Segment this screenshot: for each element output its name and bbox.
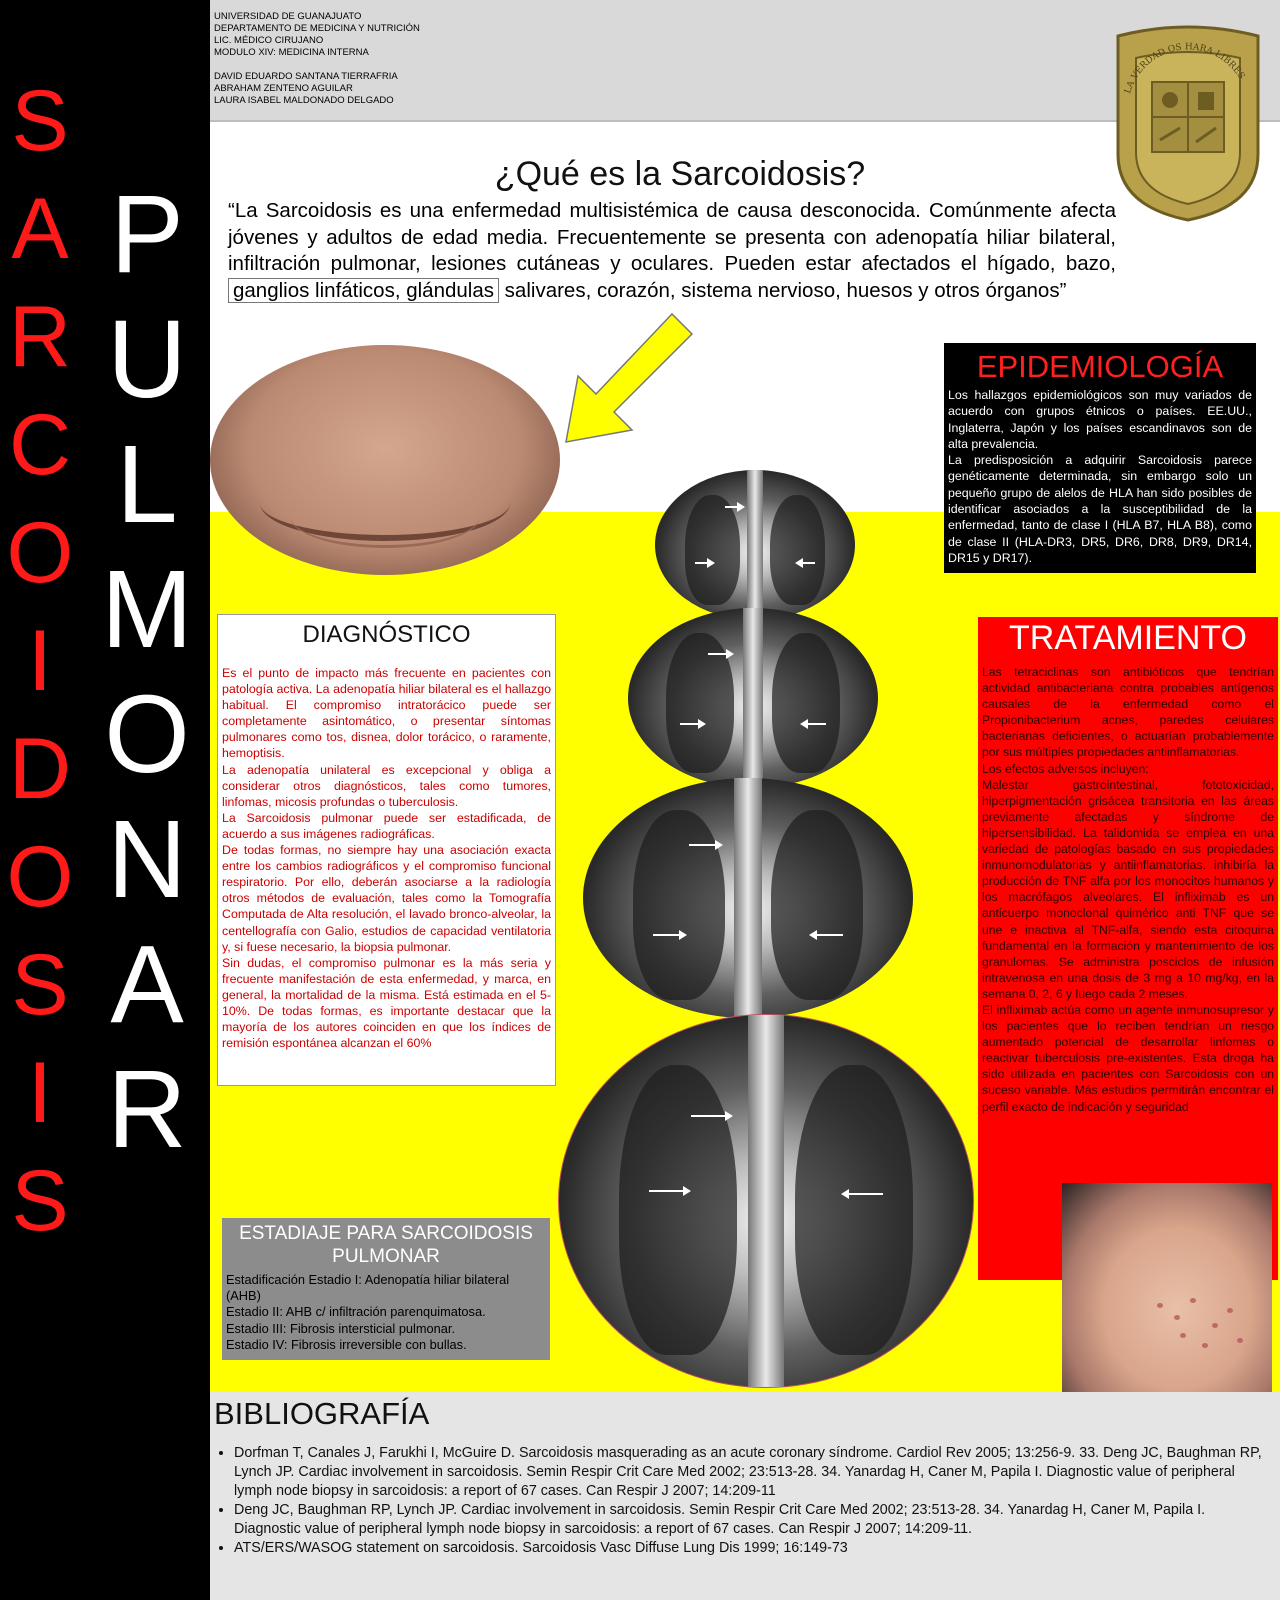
staging-line: Estadificación Estadio I: Adenopatía hiliar bilateral (AHB) xyxy=(226,1272,510,1304)
title-letter: O xyxy=(6,829,74,925)
title-letter: U xyxy=(107,298,187,421)
title-letter: R xyxy=(8,289,72,385)
title-letter: I xyxy=(28,613,52,709)
bibliography-item: • Deng JC, Baughman RP, Lynch JP. Cardiac involvement in sarcoidosis. Semin Respir Crit Care Med 2002; 23:513-28. 34. Yanardag H, Caner M, Papila I. Diagnostic value of peripheral lymph node biopsy in sarcoidosis: a report of 67 cases. Can Respir J 2007; 14:209-11. xyxy=(234,1501,1264,1539)
title-letter: I xyxy=(28,1045,52,1141)
diagnosis-paragraph: Es el punto de impacto más frecuente en pacientes con patología activa. La adenopatía hiliar bilateral es el hallazgo habitual. El compromiso intratorácico puede ser completamente asintomático, o presentar síntomas pulmonares como tos, disnea, dolor torácico, o raramente, hemoptisis. xyxy=(222,666,551,761)
intro-text-part: “La Sarcoidosis es una enfermedad multisistémica de causa desconocida. Comúnmente afecta jóvenes y adultos de edad media. Frecuentemente se presenta con adenopatía hiliar bilateral, infiltración pulmonar, lesiones cutáneas y oculares. Pueden estar afectados el hígado, bazo, xyxy=(228,199,1116,275)
title-letter: N xyxy=(107,798,187,921)
page-title: ¿Qué es la Sarcoidosis? xyxy=(494,155,866,193)
author-line: LAURA ISABEL MALDONADO DELGADO xyxy=(214,95,394,106)
treatment-paragraph: El infliximab actúa como un agente inmunosupresor y los pacientes que lo reciben tendrían un riesgo aumentado potencial de desarrollar linfomas o reactivar tuberculosis pre-existentes. Esta droga ha sido utilizada en pacientes con Sarcoidosis con un suceso variable. Más estudios permitirán encontrar el perfil exacto de indicación y seguridad xyxy=(982,1002,1274,1114)
staging-title: ESTADIAJE PARA SARCOIDOSIS PULMONAR xyxy=(239,1223,533,1267)
chest-xray xyxy=(558,1014,974,1388)
staging-box xyxy=(222,1218,550,1360)
title-letter: C xyxy=(8,397,72,493)
intro-boxed-text: ganglios linfáticos, glándulas xyxy=(228,278,499,303)
treatment-title: TRATAMIENTO xyxy=(1009,619,1247,657)
author-line: DAVID EDUARDO SANTANA TIERRAFRIA xyxy=(214,71,398,82)
diagnosis-paragraph: La Sarcoidosis pulmonar puede ser estadificada, de acuerdo a sus imágenes radiográficas. xyxy=(222,810,551,841)
treatment-paragraph: Los efectos adversos incluyen: xyxy=(982,761,1149,776)
treatment-paragraph: Malestar gastrointestinal, fototoxicidad, hiperpigmentación grisácea transitoria en las áreas previamente afectadas y síndrome de hipersensibilidad. La talidomida se emplea en una variedad de patologías basado en sus propiedades inmunomodulatorias y antiinflamatorias. inhibiría la producción de TNF alfa por los monocitos humanos y los macrófagos alveolares. El infliximab es un anticuerpo monoclonal quimérico anti TNF que se une e inactiva al TNF-alfa, siendo esta citoquina fundamental en la formación y mantenimiento de los granulomas. Se administra posciclos de infusión intravenosa en una dosis de 3 mg a 10 mg/kg, en la semana 0, 2, 6 y luego cada 2 meses. xyxy=(982,777,1274,1001)
yellow-arrow-icon xyxy=(560,310,700,450)
institution-line: UNIVERSIDAD DE GUANAJUATO xyxy=(214,11,362,22)
title-letter: S xyxy=(11,937,69,1033)
title-letter: D xyxy=(8,721,72,817)
seal-motto: LA VERDAD OS HARA LIBRES xyxy=(1123,42,1247,95)
title-letter: A xyxy=(110,923,184,1046)
title-letter: S xyxy=(11,73,69,169)
epidemiology-paragraph: La predisposición a adquirir Sarcoidosis parece genéticamente determinada, sin embargo solo un pequeño grupo de alelos de HLA han sido posibles de identificar asociados a la susceptibilidad de la enfermedad, tanto de clase I (HLA B7, HLA B8), como de clase II (HLA-DR3, DR5, DR6, DR8, DR9, DR14, DR15 y DR17). xyxy=(948,453,1252,565)
chest-xray xyxy=(628,608,878,788)
neck-photo xyxy=(210,345,560,575)
epidemiology-box xyxy=(944,343,1256,573)
institution-line: DEPARTAMENTO DE MEDICINA Y NUTRICIÓN xyxy=(214,23,420,34)
institution-line: LIC. MÉDICO CIRUJANO xyxy=(214,35,324,46)
chest-xray xyxy=(583,778,913,1018)
intro-text-part: salivares, corazón, sistema nervioso, huesos y otros órganos” xyxy=(498,278,1067,302)
chest-xray xyxy=(655,470,855,620)
title-letter: A xyxy=(11,181,69,277)
diagnosis-paragraph: Sin dudas, el compromiso pulmonar es la más seria y frecuente manifestación de esta enfermedad, y marca, en general, la mortalidad de la misma. Está estimada en el 5-10%. De todas formas, es importante destacar que la mayoría de los autores coinciden en que los índices de remisión espontánea alcanzan el 60% xyxy=(222,955,551,1051)
university-seal xyxy=(1108,24,1268,222)
institution-line: MODULO XIV: MEDICINA INTERNA xyxy=(214,47,369,58)
authors-block xyxy=(214,71,398,107)
title-letter: R xyxy=(107,1048,187,1171)
treatment-paragraph: Las tetraciclinas son antibióticos que tendrían actividad antibacteriana contra probables antígenos causales de la enfermedad como el Propionibacterium acnes, paredes celulares bacterianas deficientes, o actuarían probablemente por sus múltiples propiedades antiinflamatorias. xyxy=(982,665,1274,760)
epidemiology-paragraph: Los hallazgos epidemiológicos son muy variados de acuerdo con grupos étnicos o países. EE.UU., Inglaterra, Japón y los países escandinavos son de alta prevalencia. xyxy=(948,388,1252,451)
bibliography-list xyxy=(210,1444,1264,1558)
title-letter: P xyxy=(110,173,184,296)
intro-text xyxy=(228,198,1116,304)
treatment-box xyxy=(978,617,1278,1280)
staging-line: Estadio IV: Fibrosis irreversible con bullas. xyxy=(226,1336,467,1352)
title-letter: L xyxy=(116,423,178,546)
institution-block xyxy=(214,11,420,59)
bibliography-item: • ATS/ERS/WASOG statement on sarcoidosis. Sarcoidosis Vasc Diffuse Lung Dis 1999; 16:149-73 xyxy=(234,1539,1264,1558)
title-letter: O xyxy=(6,505,74,601)
diagnosis-title: DIAGNÓSTICO xyxy=(302,621,471,648)
bibliography-title: BIBLIOGRAFÍA xyxy=(214,1396,430,1431)
diagnosis-paragraph: De todas formas, no siempre hay una asociación exacta entre los cambios radiográficos y el compromiso funcional respiratorio. Por ello, deberán asociarse a la radiología otros métodos de evaluación, tales como la Tomografía Computada de Alta resolución, el lavado bronco-alveolar, la centellografía con Galio, estudios de capacidad ventilatoria y, si fuese necesario, la biopsia pulmonar. xyxy=(222,843,551,954)
staging-line: Estadio III: Fibrosis intersticial pulmonar. xyxy=(226,1320,456,1336)
title-letter: O xyxy=(104,673,190,796)
epidemiology-title: EPIDEMIOLOGÍA xyxy=(976,349,1224,384)
chest-skin-photo xyxy=(1062,1183,1272,1393)
staging-line: Estadio II: AHB c/ infiltración parenquimatosa. xyxy=(226,1304,486,1320)
title-letter: M xyxy=(101,548,193,671)
bibliography xyxy=(210,1392,1280,1600)
diagnosis-box xyxy=(217,614,556,1086)
diagnosis-paragraph: La adenopatía unilateral es excepcional y obliga a considerar otros diagnósticos, tales como tumores, linfomas, micosis profundas o tuberculosis. xyxy=(222,762,551,809)
author-line: ABRAHAM ZENTENO AGUILAR xyxy=(214,83,353,94)
title-letter: S xyxy=(11,1153,69,1249)
title-band xyxy=(0,0,210,1600)
bibliography-item: • Dorfman T, Canales J, Farukhi I, McGuire D. Sarcoidosis masquerading as an acute coronary síndrome. Cardiol Rev 2005; 13:256-9. 33. Deng JC, Baughman RP, Lynch JP. Cardiac involvement in sarcoidosis. Semin Respir Crit Care Med 2002; 23:513-28. 34. Yanardag H, Caner M, Papila I. Diagnostic value of peripheral lymph node biopsy in sarcoidosis: a report of 67 cases. Can Respir J 2007; 14:209-11 xyxy=(234,1444,1264,1501)
